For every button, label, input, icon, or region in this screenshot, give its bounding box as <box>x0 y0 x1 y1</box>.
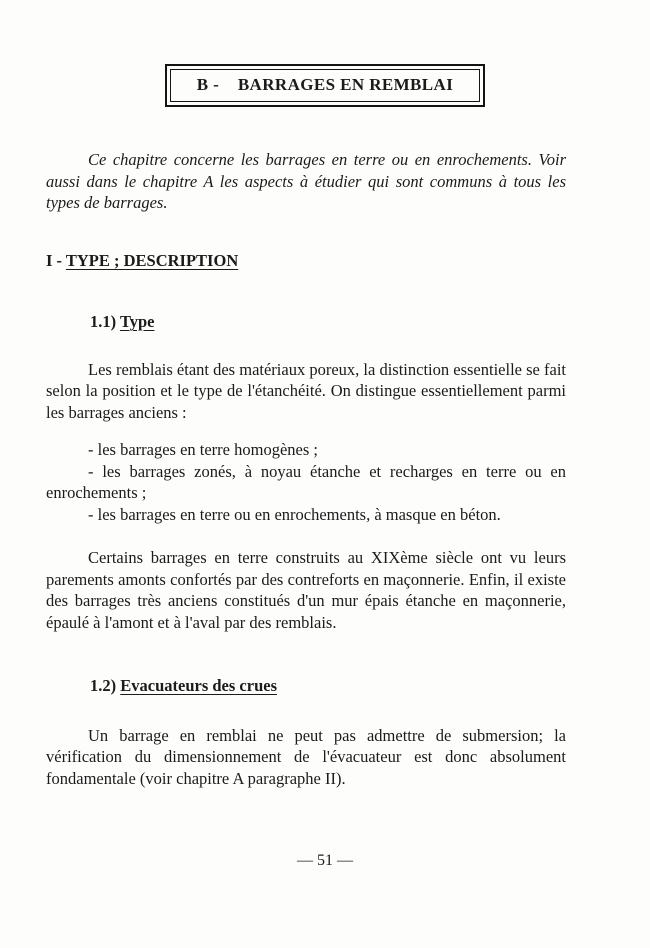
list-item-zoned: - les barrages zonés, à noyau étanche et recharges en terre ou en enrochements ; <box>46 461 566 502</box>
chapter-title: B - BARRAGES EN REMBLAI <box>196 75 454 94</box>
section-heading <box>46 250 566 272</box>
chapter-title-box <box>165 64 485 107</box>
paragraph-historic-dams: Certains barrages en terre construits au XIXème siècle ont vu leurs parements amonts confortés par des contreforts en maçonnerie. Enfin, il existe des barrages très anciens constitués d'un mur épais étanche en maçonnerie, épaulé à l'amont et à l'aval par des remblais. <box>46 548 566 632</box>
chapter-title-row <box>0 0 650 107</box>
paragraph-spillways: Un barrage en remblai ne peut pas admettre de submersion; la vérification du dimensionnement de l'évacuateur est donc absolument fondamentale (voir chapitre A paragraphe II). <box>46 725 566 788</box>
subsection-1-2-number: 1.2) <box>90 676 117 695</box>
section-heading-title: TYPE ; DESCRIPTION <box>65 250 239 270</box>
subsection-1-2-title: Evacuateurs des crues <box>120 676 277 695</box>
subsection-1-2-heading <box>90 675 566 697</box>
page-content <box>0 149 650 789</box>
subsection-1-1-number: 1.1) <box>90 312 117 331</box>
list-item-faced: - les barrages en terre ou en enrochements, à masque en béton. <box>88 504 501 524</box>
list-item-homogeneous: - les barrages en terre homogènes ; <box>88 440 318 459</box>
paragraph-type-intro: Les remblais étant des matériaux poreux, la distinction essentielle se fait selon la position et le type de l'étanchéité. On distingue essentiellement parmi les barrages anciens : <box>46 359 566 422</box>
intro-paragraph: Ce chapitre concerne les barrages en terre ou en enrochements. Voir aussi dans le chapitre A les aspects à étudier qui sont communs à tous les types de barrages. <box>46 150 566 212</box>
chapter-title-box-inner <box>170 69 480 102</box>
page-number: — 51 — <box>297 852 353 869</box>
dam-types-list <box>46 439 566 525</box>
subsection-1-1-title: Type <box>119 312 155 331</box>
section-heading-number: I - <box>46 250 63 270</box>
subsection-1-1-heading <box>90 311 566 333</box>
